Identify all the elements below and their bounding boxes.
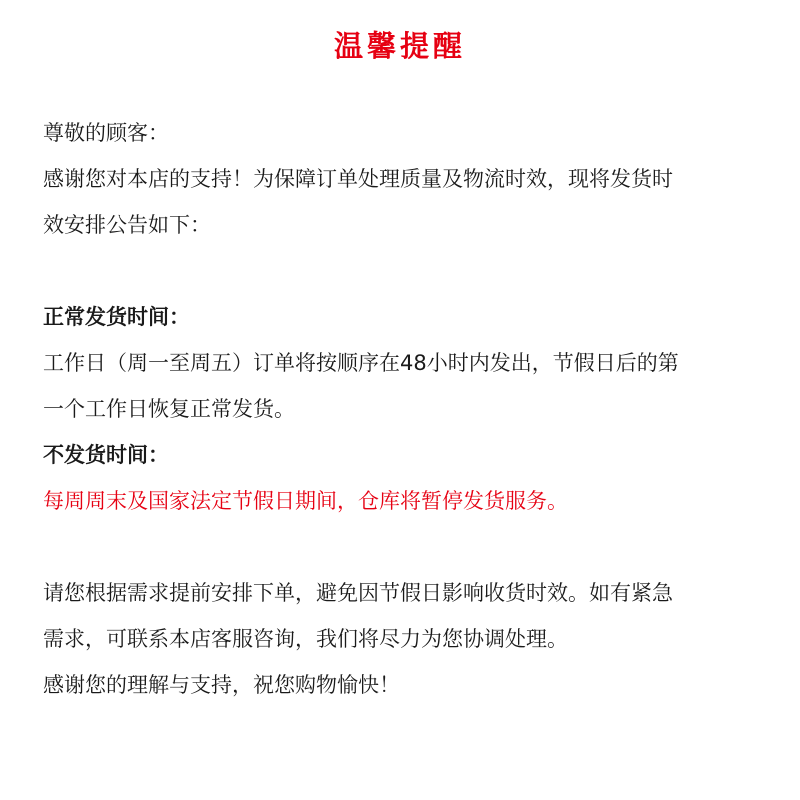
closing-line-2: 需求，可联系本店客服咨询，我们将尽力为您协调处理。 — [43, 627, 568, 651]
intro-line-1: 感谢您对本店的支持！为保障订单处理质量及物流时效，现将发货时 — [43, 167, 673, 191]
notice-body — [43, 110, 767, 708]
normal-shipping-heading: 正常发货时间： — [43, 305, 190, 329]
normal-shipping-line-1: 工作日（周一至周五）订单将按顺序在48小时内发出，节假日后的第 — [43, 351, 679, 375]
page-title: 温馨提醒 — [333, 29, 466, 63]
closing-line-3: 感谢您的理解与支持，祝您购物愉快！ — [43, 673, 400, 697]
no-shipping-heading: 不发货时间： — [43, 443, 169, 467]
no-shipping-text: 每周周末及国家法定节假日期间，仓库将暂停发货服务。 — [43, 489, 568, 513]
normal-shipping-line-2: 一个工作日恢复正常发货。 — [43, 397, 295, 421]
intro-line-2: 效安排公告如下： — [43, 213, 211, 237]
closing-line-1: 请您根据需求提前安排下单，避免因节假日影响收货时效。如有紧急 — [43, 581, 673, 605]
spacer — [43, 248, 767, 294]
greeting: 尊敬的顾客： — [43, 121, 169, 145]
spacer — [43, 524, 767, 570]
